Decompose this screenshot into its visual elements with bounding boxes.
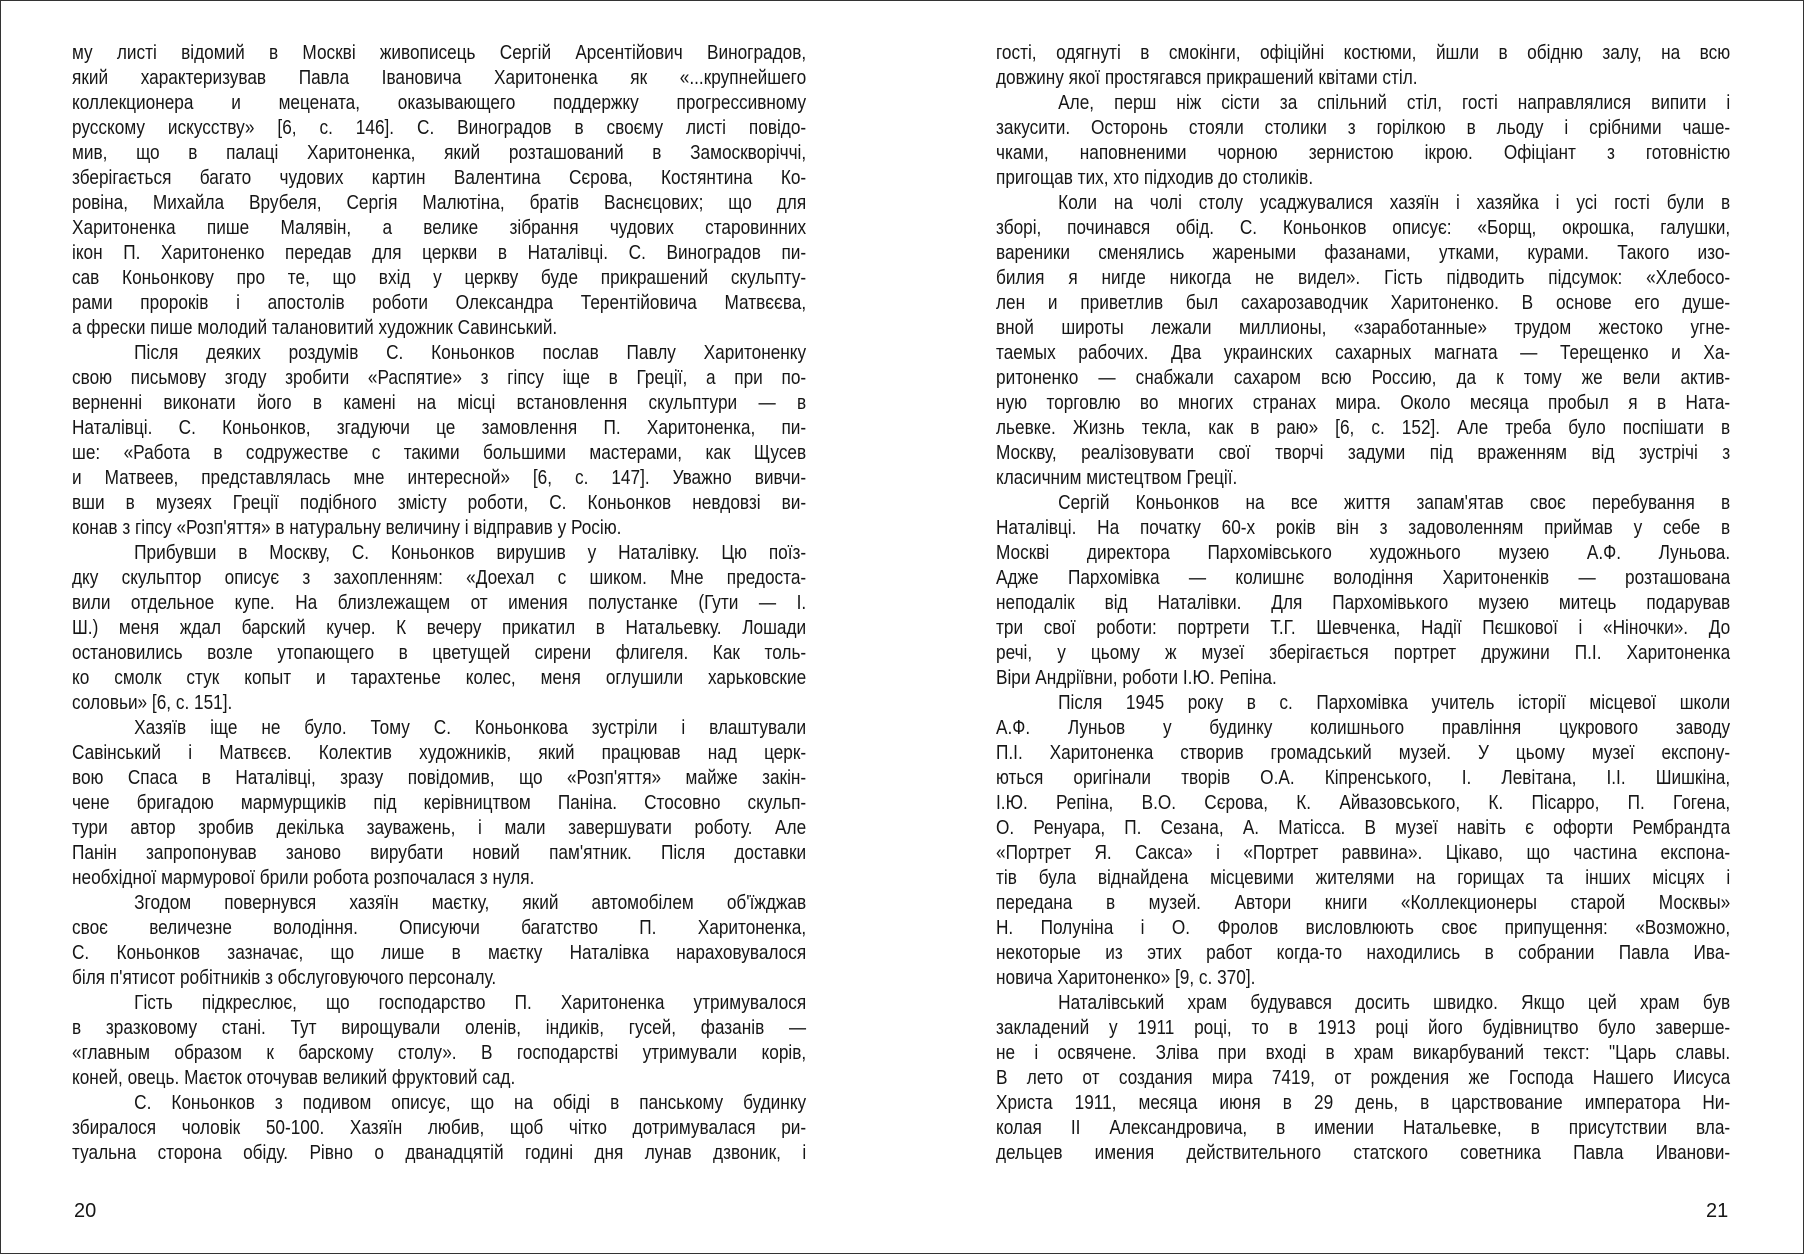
text-line: Христа 1911, месяца июня в 29 день, в царствование императора Ни-: [996, 1091, 1731, 1114]
text-line: ються оригінали творів О.А. Кіпренського, І. Левітана, І.І. Шишкіна,: [996, 766, 1731, 789]
text-line: тів була віднайдена місцевими жителями на горищах та інших місцях і: [996, 866, 1731, 889]
text-line: вши в музеях Греції подібного змісту роботи, С. Коньонков невдовзі ви-: [72, 491, 807, 514]
text-line: ную торговлю во многих странах мира. Около месяца пробыл я в Ната-: [996, 391, 1731, 414]
paragraph: [72, 890, 806, 990]
paragraph: [72, 990, 806, 1090]
text-line: рами пророків і апостолів роботи Олександра Терентійовича Матвєєва,: [72, 291, 807, 314]
text-line: Харитоненка пише Малявін, а велике зібрання чудових старовинних: [72, 216, 807, 239]
paragraph: [996, 490, 1730, 690]
left-page-text: [72, 40, 806, 1165]
text-line: «главным образом к барскому столу». В господарстві утримували корів,: [72, 1041, 807, 1064]
text-line: Сергій Коньонков на все життя запам'ятав своє перебування в: [1058, 491, 1731, 514]
text-line: не і освячене. Зліва при вході в храм викарбуваний текст: "Царь славы.: [996, 1041, 1731, 1064]
text-line: соловьи» [6, с. 151].: [72, 691, 233, 714]
text-line: в зразковому стані. Тут вирощували оленів, індиків, гусей, фазанів —: [72, 1016, 807, 1039]
text-line: Після деяких роздумів С. Коньонков послав Павлу Харитоненку: [134, 341, 807, 364]
paragraph: [72, 1090, 806, 1165]
text-line: І.Ю. Репіна, В.О. Сєрова, К. Айвазовського, К. Пісарро, П. Гогена,: [996, 791, 1731, 814]
text-line: передана в музей. Автори книги «Коллекционеры старой Москвы»: [996, 891, 1731, 914]
text-line: свою письмову згоду зробити «Распятие» з гіпсу іще в Греції, а при по-: [72, 366, 807, 389]
text-line: С. Коньонков зазначає, що лише в маєтку Наталівка нараховувалося: [72, 941, 807, 964]
text-line: мив, що в палаці Харитоненка, який розташований в Замоскворіччі,: [72, 141, 807, 164]
text-line: гості, одягнуті в смокінги, офіційні костюми, йшли в обідню залу, на всю: [996, 41, 1731, 64]
text-line: ритоненко — снабжали сахаром всю Россию, да к тому же вели актив-: [996, 366, 1731, 389]
text-line: своє величезне володіння. Описуючи багатство П. Харитоненка,: [72, 916, 807, 939]
text-line: який характеризував Павла Івановича Харитоненка як «...крупнейшего: [72, 66, 807, 89]
text-line: дку скульптор описує з захопленням: «Доехал с шиком. Мне предоста-: [72, 566, 807, 589]
right-page-text: [996, 40, 1730, 1165]
text-line: зборі, починався обід. С. Коньонков описує: «Борщ, окрошка, галушки,: [996, 216, 1731, 239]
text-line: тури автор зробив декілька зауважень, і мали завершувати роботу. Але: [72, 816, 807, 839]
text-line: «Портрет Я. Сакса» і «Портрет раввина». Цікаво, що частина експона-: [996, 841, 1731, 864]
paragraph: [72, 340, 806, 540]
text-line: ровіна, Михайла Врубеля, Сергія Малютіна, братів Васнєцових; що для: [72, 191, 807, 214]
text-line: верненні виконати його в камені на місці встановлення скульптури — в: [72, 391, 807, 414]
text-line: Москву, реалізовувати свої творчі задуми під враженням від зустрічі з: [996, 441, 1731, 464]
text-line: вою Спаса в Наталівці, зразу повідомив, що «Розп'яття» майже закін-: [72, 766, 807, 789]
text-line: чене бригадою мармурщиків під керівництвом Паніна. Стосовно скульп-: [72, 791, 807, 814]
text-line: Н. Полуніна і О. Фролов висловлюють своє припущення: «Возможно,: [996, 916, 1731, 939]
text-line: Москві директора Пархомівського художнього музею А.Ф. Луньова.: [996, 541, 1731, 564]
text-line: коней, овець. Маєток оточував великий фруктовий сад.: [72, 1066, 516, 1089]
text-line: чками, наповненими чорною зернистою ікрою. Офіціант з готовністю: [996, 141, 1731, 164]
text-line: таемых рабочих. Два украинских сахарных магната — Терещенко и Ха-: [996, 341, 1731, 364]
text-line: Хазяїв іще не було. Тому С. Коньонкова зустріли і влаштували: [134, 716, 807, 739]
text-line: ко смолк стук копыт и тарахтенье колес, меня оглушили харьковские: [72, 666, 807, 689]
text-line: закусити. Осторонь стояли столики з горілкою в льоду і срібними чаше-: [996, 116, 1731, 139]
text-line: Коли на чолі столу усаджувалися хазяїн і хазяйка і усі гості були в: [1058, 191, 1731, 214]
text-line: А.Ф. Луньов у будинку колишнього правління цукрового заводу: [996, 716, 1731, 739]
text-line: ше: «Работа в содружестве с такими большими мастерами, как Щусев: [72, 441, 807, 464]
text-line: довжину якої простягався прикрашений квітами стіл.: [996, 66, 1418, 89]
text-line: С. Коньонков з подивом описує, що на обіді в панському будинку: [134, 1091, 807, 1114]
text-line: Після 1945 року в с. Пархомівка учитель історії місцевої школи: [1058, 691, 1731, 714]
text-line: а фрески пише молодий талановитий художник Савинський.: [72, 316, 558, 339]
text-line: некоторые из этих работ когда-то находились в собрании Павла Ива-: [996, 941, 1731, 964]
text-line: необхідної мармурової брили робота розпочалася з нуля.: [72, 866, 535, 889]
paragraph: [996, 90, 1730, 190]
text-line: В лето от создания мира 7419, от рождения же Господа Нашего Иисуса: [996, 1066, 1731, 1089]
text-line: Згодом повернувся хазяїн маєтку, який автомобілем об'їжджав: [134, 891, 807, 914]
text-line: Але, перш ніж сісти за спільний стіл, гості направлялися випити і: [1058, 91, 1731, 114]
text-line: Прибувши в Москву, С. Коньонков вирушив у Наталівку. Цю поїз-: [134, 541, 807, 564]
text-line: дельцев имения действительного статского советника Павла Иванови-: [996, 1141, 1731, 1164]
text-line: новича Харитоненко» [9, с. 370].: [996, 966, 1256, 989]
text-line: закладений у 1911 році, то в 1913 році його будівництво було заверше-: [996, 1016, 1731, 1039]
text-line: пригощав тих, хто підходив до столиків.: [996, 166, 1314, 189]
text-line: Віри Андріївни, роботи І.Ю. Репіна.: [996, 666, 1277, 689]
text-line: Панін запропонував заново вирубати новий пам'ятник. Після доставки: [72, 841, 807, 864]
text-line: Ш.) меня ждал барский кучер. К вечеру прикатил в Натальевку. Лошади: [72, 616, 807, 639]
text-line: остановились возле утопающего в цветущей сирени флигеля. Как толь-: [72, 641, 807, 664]
text-line: Наталівський храм будувався досить швидко. Якщо цей храм був: [1058, 991, 1731, 1014]
text-line: О. Ренуара, П. Сезана, А. Матісса. В музеї навіть є офорти Рембрандта: [996, 816, 1731, 839]
paragraph: [996, 40, 1730, 90]
text-line: сав Коньонкову про те, що вхід у церкву буде прикрашений скульпту-: [72, 266, 807, 289]
text-line: Наталівці. На початку 60-х років він з задоволенням приймав у себе в: [996, 516, 1731, 539]
paragraph: [72, 40, 806, 340]
text-line: русскому искусству» [6, с. 146]. С. Виноградов в своєму листі повідо-: [72, 116, 807, 139]
text-line: неподалік від Наталівки. Для Пархомівького музею митець подарував: [996, 591, 1731, 614]
text-line: Савінський і Матвєєв. Колектив художників, який працював над церк-: [72, 741, 807, 764]
text-line: туальна сторона обіду. Рівно о дванадцятій годині дня лунав дзвоник, і: [72, 1141, 807, 1164]
text-line: вареники сменялись жареными фазанами, утками, курами. Такого изо-: [996, 241, 1731, 264]
text-line: ікон П. Харитоненко передав для церкви в Наталівці. С. Виноградов пи-: [72, 241, 807, 264]
text-line: біля п'ятисот робітників з обслуговуючого персоналу.: [72, 966, 497, 989]
text-line: коллекционера и мецената, оказывающего поддержку прогрессивному: [72, 91, 807, 114]
text-line: збиралося чоловік 50-100. Хазяїн любив, щоб чітко дотримувалася ри-: [72, 1116, 807, 1139]
text-line: вной широты лежали миллионы, «заработанные» трудом жестоко угне-: [996, 316, 1731, 339]
text-line: три свої роботи: портрети Т.Г. Шевченка, Надії Пєшкової і «Ніночки». До: [996, 616, 1731, 639]
paragraph: [72, 540, 806, 715]
page-number-right: 21: [1706, 1200, 1729, 1222]
paragraph: [996, 690, 1730, 990]
page-number-left: 20: [74, 1200, 97, 1222]
text-line: колая II Александровича, в имении Натальевке, в присутствии вла-: [996, 1116, 1731, 1139]
paragraph: [996, 190, 1730, 490]
text-line: Адже Пархомівка — колишнє володіння Харитоненків — розташована: [996, 566, 1731, 589]
text-line: речі, у цьому ж музеї зберігається портрет дружини П.І. Харитоненка: [996, 641, 1731, 664]
text-line: П.І. Харитоненка створив громадський музей. У цьому музеї експону-: [996, 741, 1731, 764]
text-line: билия я нигде никогда не видел». Гість підводить підсумок: «Хлебосо-: [996, 266, 1731, 289]
text-line: Гість підкреслює, що господарство П. Харитоненка утримувалося: [134, 991, 807, 1014]
text-line: му листі відомий в Москві живописець Сергій Арсентійович Виноградов,: [72, 41, 807, 64]
text-line: лен и приветлив был сахарозаводчик Харитоненко. В основе его душе-: [996, 291, 1731, 314]
text-line: Наталівці. С. Коньонков, згадуючи це замовлення П. Харитоненка, пи-: [72, 416, 807, 439]
text-line: льевке. Жизнь текла, как в раю» [6, с. 152]. Але треба було поспішати в: [996, 416, 1731, 439]
text-line: зберігається багато чудових картин Валентина Сєрова, Костянтина Ко-: [72, 166, 807, 189]
text-line: вили отдельное купе. На близлежащем от имения полустанке (Гути — І.: [72, 591, 807, 614]
text-line: класичним мистецтвом Греції.: [996, 466, 1238, 489]
paragraph: [72, 715, 806, 890]
text-line: и Матвеев, представлялась мне интересной» [6, с. 147]. Уважно вивчи-: [72, 466, 807, 489]
text-line: конав з гіпсу «Розп'яття» в натуральну величину і відправив у Росію.: [72, 516, 622, 539]
paragraph: [996, 990, 1730, 1165]
